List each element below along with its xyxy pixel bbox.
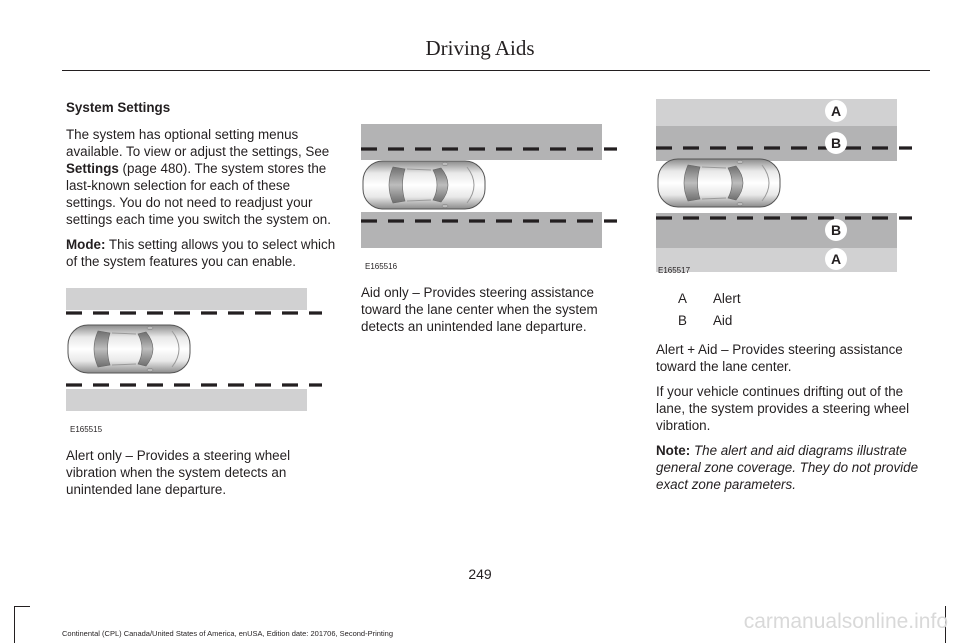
note-paragraph [656, 442, 928, 493]
vehicle-graphic [658, 159, 780, 207]
watermark: carmanualsonline.info [743, 610, 948, 633]
settings-paragraph [66, 126, 338, 228]
settings-text-b: (page 480). The system stores the last-known selection for each of these settings. You do not need to readjust your settings each time you switch the system on. [66, 161, 331, 227]
svg-text:A: A [830, 103, 842, 119]
zone-a-bottom [656, 248, 897, 272]
section-heading: System Settings [66, 100, 171, 115]
alert-only-text: Alert only – Provides a steering wheel vibration when the system detects an unintended lane departure. [66, 448, 291, 497]
aid-zone-bottom [361, 212, 602, 248]
legend-row [678, 291, 878, 311]
figure-id: E165515 [70, 425, 103, 434]
alert-zone-top [66, 288, 307, 310]
page-header-title: Driving Aids [425, 36, 535, 60]
note-text: The alert and aid diagrams illustrate general zone coverage. They do not provide exact zone parameters. [656, 443, 919, 492]
svg-text:B: B [830, 135, 842, 151]
crop-mark [14, 606, 15, 643]
page-number: 249 [468, 566, 492, 582]
vehicle-graphic [363, 161, 485, 209]
figure-id: E165517 [658, 266, 691, 275]
legend-row [678, 313, 878, 333]
right-column-text [656, 341, 928, 501]
vehicle-graphic [68, 325, 190, 373]
legend-key: B [678, 313, 687, 328]
legend-value: Alert [713, 291, 741, 306]
callout-a-bottom [825, 248, 847, 270]
aid-zone-top [361, 124, 602, 160]
figure-alert-aid [656, 99, 914, 275]
settings-link[interactable]: Settings [66, 161, 119, 176]
legend-key: A [678, 291, 687, 306]
alert-aid-text: Alert + Aid – Provides steering assistance toward the lane center. [656, 342, 903, 374]
mode-text: This setting allows you to select which of the system features you can enable. [66, 237, 336, 269]
callout-b-top [825, 132, 847, 154]
callout-b-bottom [825, 219, 847, 241]
zone-a-top [656, 99, 897, 126]
callout-a-top [825, 100, 847, 122]
svg-text:B: B [830, 222, 842, 238]
figure-aid-only [361, 124, 619, 250]
alert-zone-bottom [66, 389, 307, 411]
aid-only-block [361, 284, 633, 343]
svg-text:A: A [830, 251, 842, 267]
note-label: Note: [656, 443, 691, 458]
left-column [66, 99, 338, 278]
crop-mark [14, 606, 30, 607]
alert-only-block [66, 447, 338, 506]
mode-label: Mode: [66, 237, 106, 252]
zone-b-top [656, 126, 897, 161]
mode-paragraph [66, 236, 338, 270]
figure-id: E165516 [365, 262, 398, 271]
figure-alert-only [66, 288, 324, 414]
settings-text-a: The system has optional setting menus available. To view or adjust the settings, See [66, 127, 330, 159]
legend-value: Aid [713, 313, 733, 328]
footer-text: Continental (CPL) Canada/United States of America, enUSA, Edition date: 201706, Second-Printing [62, 629, 394, 638]
aid-only-text: Aid only – Provides steering assistance toward the lane center when the system detects an unintended lane departure. [361, 285, 598, 334]
header-rule [62, 70, 930, 71]
drift-text: If your vehicle continues drifting out of the lane, the system provides a steering wheel vibration. [656, 384, 910, 433]
